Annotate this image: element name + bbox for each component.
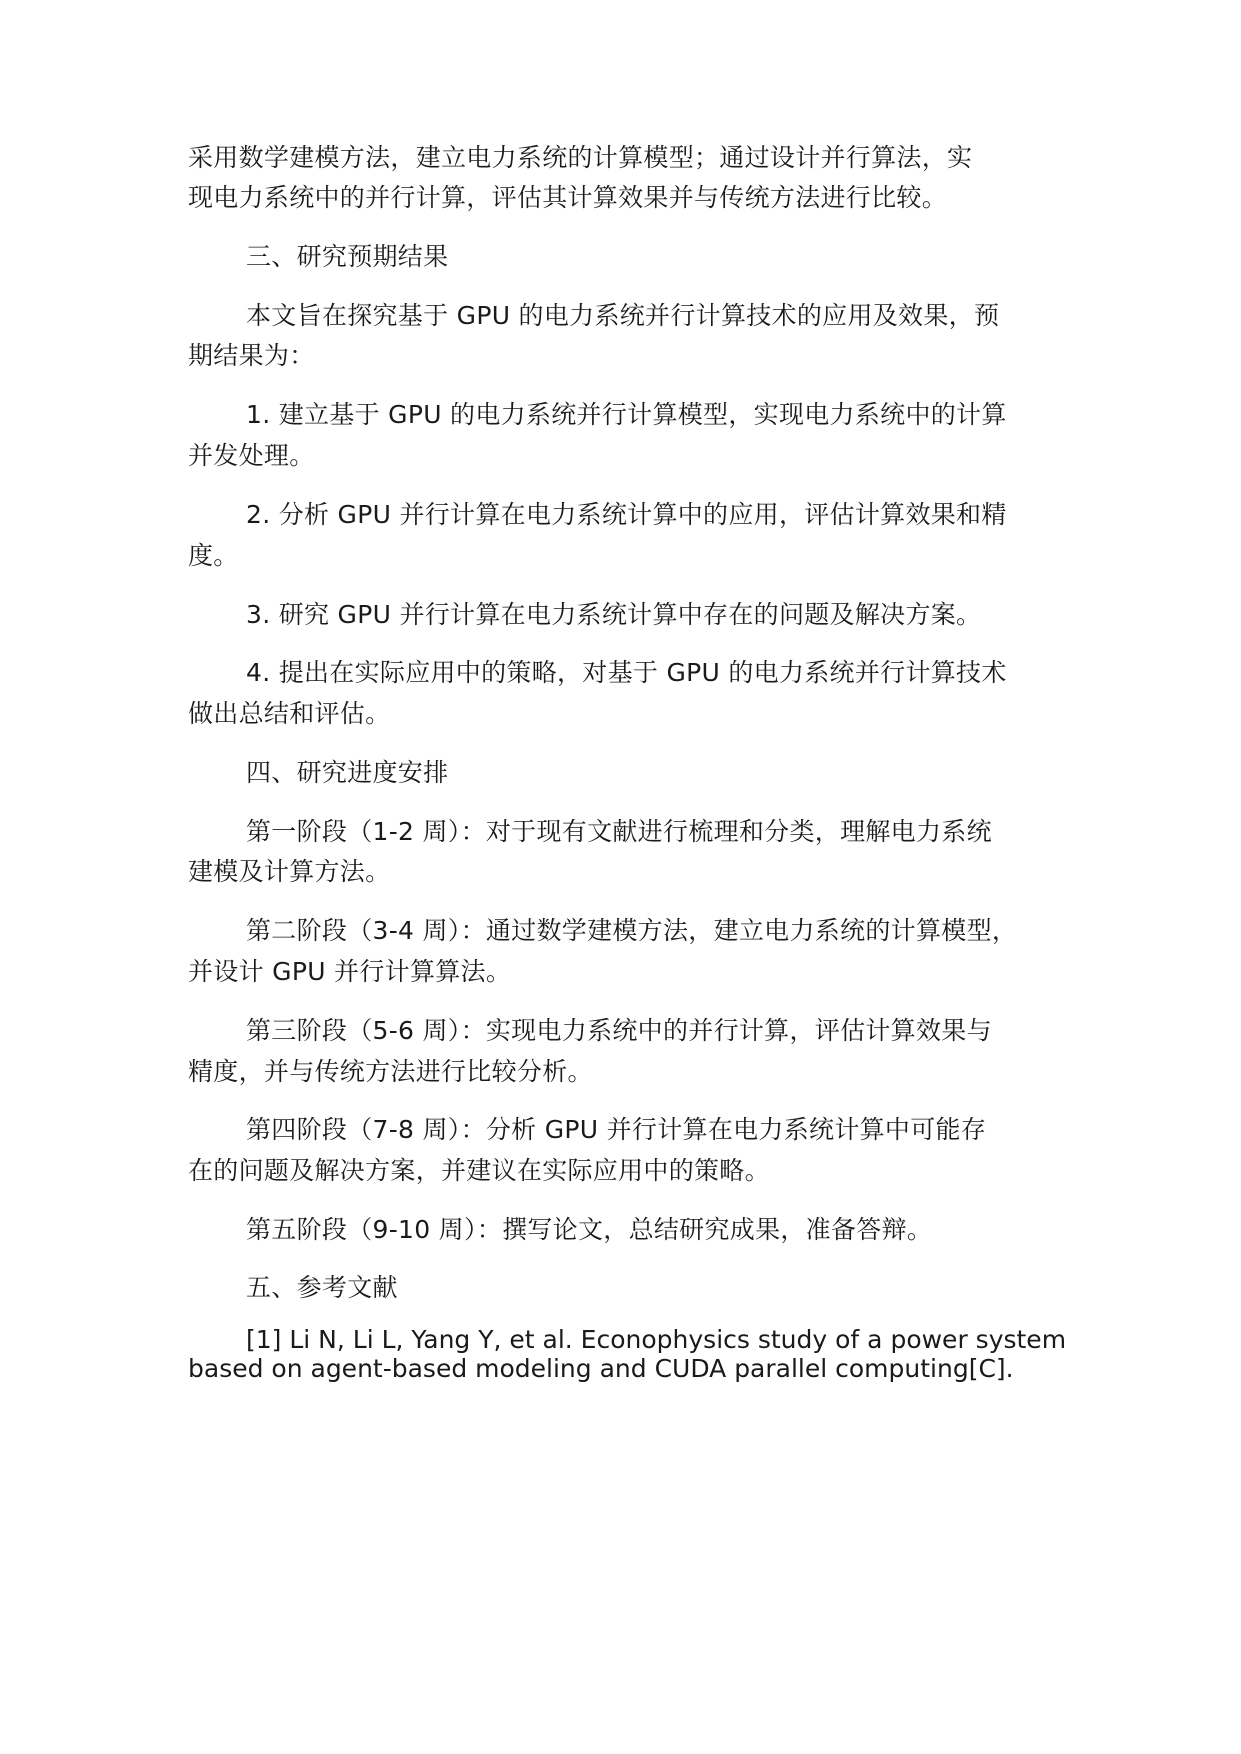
paragraph-line: 期结果为： [188, 341, 315, 370]
paragraph-line: 现电力系统中的并行计算，评估其计算效果并与传统方法进行比较。 [188, 183, 948, 212]
stage-line: 第二阶段（3-4 周）：通过数学建模方法，建立电力系统的计算模型， [246, 916, 1018, 945]
section-heading: 三、研究预期结果 [246, 242, 449, 271]
stage-line: 第四阶段（7-8 周）：分析 GPU 并行计算在电力系统计算中可能存 [246, 1115, 987, 1144]
stage-line: 第一阶段（1-2 周）：对于现有文献进行梳理和分类，理解电力系统 [246, 817, 992, 846]
reference-line: [1] Li N, Li L, Yang Y, et al. Econophysics study of a power system [246, 1325, 1067, 1354]
list-item-line: 1. 建立基于 GPU 的电力系统并行计算模型，实现电力系统中的计算 [246, 400, 1007, 429]
list-item-line: 4. 提出在实际应用中的策略，对基于 GPU 的电力系统并行计算技术 [246, 658, 1007, 687]
section-heading: 四、研究进度安排 [246, 758, 449, 787]
stage-line: 并设计 GPU 并行计算算法。 [188, 957, 512, 986]
list-item-line: 3. 研究 GPU 并行计算在电力系统计算中存在的问题及解决方案。 [246, 600, 982, 629]
stage-line: 在的问题及解决方案，并建议在实际应用中的策略。 [188, 1156, 770, 1185]
paragraph-line: 本文旨在探究基于 GPU 的电力系统并行计算技术的应用及效果，预 [246, 301, 1000, 330]
list-item-line: 并发处理。 [188, 441, 315, 470]
stage-line: 第三阶段（5-6 周）：实现电力系统中的并行计算，评估计算效果与 [246, 1016, 992, 1045]
stage-line: 第五阶段（9-10 周）：撰写论文，总结研究成果，准备答辩。 [246, 1215, 933, 1244]
list-item-line: 2. 分析 GPU 并行计算在电力系统计算中的应用，评估计算效果和精 [246, 500, 1007, 529]
stage-line: 精度，并与传统方法进行比较分析。 [188, 1057, 593, 1086]
list-item-line: 做出总结和评估。 [188, 699, 391, 728]
stage-line: 建模及计算方法。 [188, 857, 391, 886]
section-heading: 五、参考文献 [246, 1273, 398, 1302]
paragraph-line: 采用数学建模方法，建立电力系统的计算模型；通过设计并行算法，实 [188, 143, 973, 172]
list-item-line: 度。 [188, 541, 239, 570]
reference-line: based on agent-based modeling and CUDA parallel computing[C]. [188, 1354, 1014, 1383]
